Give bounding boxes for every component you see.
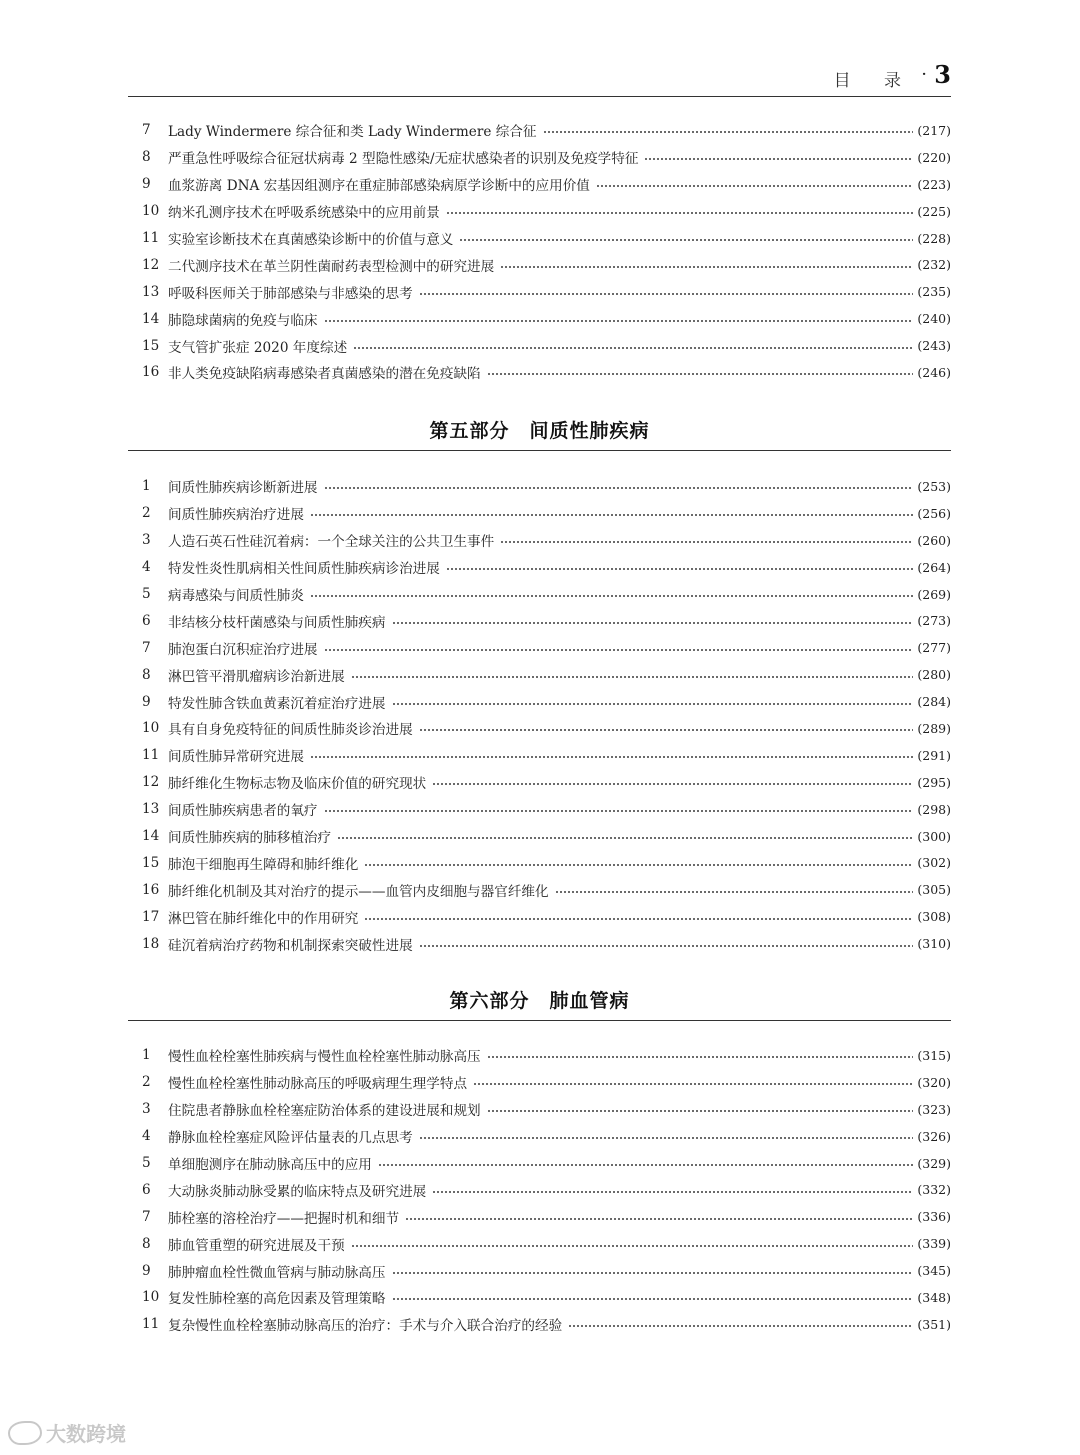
toc-list-continued xyxy=(128,117,951,386)
entry-title: 淋巴管在肺纤维化中的作用研究 xyxy=(168,910,359,927)
entry-page-number: (310) xyxy=(917,936,951,952)
toc-entry[interactable] xyxy=(128,359,951,386)
entry-title: 间质性肺异常研究进展 xyxy=(168,749,304,766)
entry-number: 5 xyxy=(142,1155,151,1171)
entry-number: 15 xyxy=(142,854,160,871)
entry-number: 9 xyxy=(142,693,151,710)
dot-leader xyxy=(351,1245,914,1247)
entry-page-number: (235) xyxy=(917,284,951,300)
entry-title: 肺泡蛋白沉积症治疗进展 xyxy=(168,641,318,658)
toc-entry[interactable] xyxy=(128,500,951,527)
entry-title: 肺肿瘤血栓性微血管病与肺动脉高压 xyxy=(168,1264,386,1281)
entry-page-number: (273) xyxy=(917,613,951,629)
entry-title: 二代测序技术在革兰阴性菌耐药表型检测中的研究进展 xyxy=(168,258,495,275)
entry-number: 13 xyxy=(142,283,160,300)
dot-leader xyxy=(364,918,913,920)
entry-number: 2 xyxy=(142,505,151,522)
dot-leader xyxy=(392,1272,914,1274)
dot-leader xyxy=(324,810,914,812)
entry-number: 7 xyxy=(142,1208,151,1225)
entry-title: Lady Windermere 综合征和类 Lady Windermere 综合征 xyxy=(168,124,537,141)
entry-page-number: (277) xyxy=(917,640,951,656)
entry-page-number: (291) xyxy=(917,747,951,763)
entry-page-number: (336) xyxy=(917,1209,951,1225)
entry-page-number: (332) xyxy=(917,1182,951,1198)
dot-leader xyxy=(473,1083,913,1085)
dot-leader xyxy=(324,649,914,651)
toc-entry[interactable] xyxy=(128,527,951,554)
entry-page-number: (220) xyxy=(917,149,951,165)
entry-number: 10 xyxy=(142,1289,160,1306)
toc-entry[interactable] xyxy=(128,823,951,850)
entry-page-number: (302) xyxy=(917,855,951,871)
entry-page-number: (228) xyxy=(917,230,951,246)
entry-title: 复发性肺栓塞的高危因素及管理策略 xyxy=(168,1291,386,1308)
toc-entry[interactable] xyxy=(128,473,951,500)
entry-page-number: (253) xyxy=(917,478,951,494)
toc-entry[interactable] xyxy=(128,876,951,903)
dot-leader xyxy=(432,1191,913,1193)
entry-page-number: (295) xyxy=(917,774,951,790)
entry-page-number: (284) xyxy=(917,694,951,710)
dot-leader xyxy=(324,487,914,489)
entry-number: 5 xyxy=(142,586,151,602)
entry-number: 8 xyxy=(142,666,151,683)
entry-number: 7 xyxy=(142,639,151,656)
entry-title: 肺泡干细胞再生障碍和肺纤维化 xyxy=(168,856,359,873)
dot-leader xyxy=(487,373,914,375)
toc-entry[interactable] xyxy=(128,1284,951,1311)
toc-entry[interactable] xyxy=(128,1257,951,1284)
entry-number: 12 xyxy=(142,774,160,791)
entry-page-number: (246) xyxy=(917,364,951,380)
toc-entry[interactable] xyxy=(128,1069,951,1096)
dot-leader xyxy=(500,266,913,268)
entry-number: 10 xyxy=(142,720,160,737)
entry-title: 间质性肺疾病诊断新进展 xyxy=(168,480,318,497)
entry-title: 复杂慢性血栓栓塞肺动脉高压的治疗：手术与介入联合治疗的经验 xyxy=(168,1318,563,1335)
toc-entry[interactable] xyxy=(128,1096,951,1123)
entry-number: 7 xyxy=(142,122,151,139)
toc-entry[interactable] xyxy=(128,1042,951,1069)
entry-page-number: (217) xyxy=(917,122,951,138)
entry-page-number: (308) xyxy=(917,909,951,925)
dot-leader xyxy=(568,1325,913,1327)
toc-entry[interactable] xyxy=(128,849,951,876)
dot-leader xyxy=(419,293,914,295)
entry-number: 15 xyxy=(142,337,160,354)
entry-page-number: (243) xyxy=(917,338,951,354)
dot-leader xyxy=(459,239,913,241)
entry-page-number: (305) xyxy=(917,882,951,898)
section-heading-text: 第六部分 肺血管病 xyxy=(449,990,630,1012)
entry-title: 肺纤维化生物标志物及临床价值的研究现状 xyxy=(168,776,427,793)
entry-page-number: (329) xyxy=(917,1155,951,1171)
entry-title: 肺隐球菌病的免疫与临床 xyxy=(168,312,318,329)
entry-page-number: (323) xyxy=(917,1101,951,1117)
entry-number: 8 xyxy=(142,149,151,166)
entry-page-number: (326) xyxy=(917,1128,951,1144)
toc-entry[interactable] xyxy=(128,796,951,823)
dot-leader xyxy=(555,891,914,893)
entry-title: 静脉血栓栓塞症风险评估量表的几点思考 xyxy=(168,1130,413,1147)
toc-entry[interactable] xyxy=(128,769,951,796)
dot-leader xyxy=(446,212,914,214)
section-heading-part-6 xyxy=(128,980,951,1021)
dot-leader xyxy=(392,622,914,624)
entry-page-number: (289) xyxy=(917,720,951,736)
dot-leader xyxy=(392,1298,914,1300)
entry-page-number: (315) xyxy=(917,1047,951,1063)
entry-title: 硅沉着病治疗药物和机制探索突破性进展 xyxy=(168,937,413,954)
entry-number: 9 xyxy=(142,176,151,193)
toc-entry[interactable] xyxy=(128,1203,951,1230)
dot-leader xyxy=(353,347,913,349)
entry-number: 11 xyxy=(142,747,160,764)
dot-leader xyxy=(644,158,913,160)
dot-leader xyxy=(500,541,913,543)
entry-number: 12 xyxy=(142,256,160,273)
toc-entry[interactable] xyxy=(128,278,951,305)
dot-leader xyxy=(419,945,914,947)
entry-title: 间质性肺疾病患者的氧疗 xyxy=(168,803,318,820)
dot-leader xyxy=(392,703,914,705)
entry-title: 淋巴管平滑肌瘤病诊治新进展 xyxy=(168,668,345,685)
dot-leader xyxy=(364,864,913,866)
entry-page-number: (339) xyxy=(917,1236,951,1252)
entry-title: 纳米孔测序技术在呼吸系统感染中的应用前景 xyxy=(168,205,440,222)
toc-entry[interactable] xyxy=(128,305,951,332)
toc-entry[interactable] xyxy=(128,171,951,198)
toc-entry[interactable] xyxy=(128,117,951,144)
header-page-number: 3 xyxy=(934,60,951,89)
header-title: 目 录 xyxy=(833,71,915,91)
entry-title: 大动脉炎肺动脉受累的临床特点及研究进展 xyxy=(168,1183,427,1200)
entry-title: 慢性血栓栓塞性肺疾病与慢性血栓栓塞性肺动脉高压 xyxy=(168,1049,481,1066)
dot-leader xyxy=(543,131,914,133)
entry-title: 人造石英石性硅沉着病：一个全球关注的公共卫生事件 xyxy=(168,534,495,551)
entry-number: 11 xyxy=(142,230,160,246)
toc-entry[interactable] xyxy=(128,688,951,715)
entry-page-number: (298) xyxy=(917,801,951,817)
entry-number: 1 xyxy=(142,478,151,495)
toc-entry[interactable] xyxy=(128,1150,951,1177)
entry-number: 16 xyxy=(142,881,160,898)
entry-number: 18 xyxy=(142,935,160,952)
entry-title: 肺纤维化机制及其对治疗的提示——血管内皮细胞与器官纤维化 xyxy=(168,883,549,900)
entry-page-number: (232) xyxy=(917,257,951,273)
entry-number: 14 xyxy=(142,828,160,845)
entry-number: 16 xyxy=(142,364,160,381)
entry-title: 间质性肺疾病的肺移植治疗 xyxy=(168,830,332,847)
entry-number: 14 xyxy=(142,310,160,327)
entry-page-number: (264) xyxy=(917,559,951,575)
entry-title: 严重急性呼吸综合征冠状病毒 2 型隐性感染/无症状感染者的识别及免疫学特征 xyxy=(168,151,639,168)
toc-entry[interactable] xyxy=(128,554,951,581)
entry-number: 8 xyxy=(142,1235,151,1252)
dot-leader xyxy=(324,320,914,322)
dot-leader xyxy=(378,1164,913,1166)
entry-title: 呼吸科医师关于肺部感染与非感染的思考 xyxy=(168,285,413,302)
entry-title: 实验室诊断技术在真菌感染诊断中的价值与意义 xyxy=(168,232,454,248)
entry-page-number: (223) xyxy=(917,176,951,192)
toc-entry[interactable] xyxy=(128,198,951,225)
watermark-logo-icon xyxy=(8,1421,42,1445)
dot-leader xyxy=(487,1056,914,1058)
toc-entry[interactable] xyxy=(128,742,951,769)
toc-entry[interactable] xyxy=(128,1311,951,1338)
entry-number: 4 xyxy=(142,1128,151,1145)
toc-entry[interactable] xyxy=(128,332,951,359)
dot-leader xyxy=(310,756,913,758)
dot-leader xyxy=(337,837,913,839)
entry-page-number: (345) xyxy=(917,1263,951,1279)
dot-leader xyxy=(419,729,914,731)
dot-leader xyxy=(596,185,913,187)
entry-page-number: (269) xyxy=(917,586,951,602)
dot-leader xyxy=(310,514,913,516)
entry-number: 13 xyxy=(142,801,160,818)
header-separator: · xyxy=(921,64,927,85)
toc-entry[interactable] xyxy=(128,930,951,957)
toc-list-part-6 xyxy=(128,1042,951,1338)
entry-title: 肺栓塞的溶栓治疗——把握时机和细节 xyxy=(168,1210,400,1227)
toc-entry[interactable] xyxy=(128,715,951,742)
watermark xyxy=(8,1418,126,1447)
entry-page-number: (300) xyxy=(917,828,951,844)
entry-number: 9 xyxy=(142,1262,151,1279)
toc-entry[interactable] xyxy=(128,607,951,634)
toc-entry[interactable] xyxy=(128,251,951,278)
entry-title: 住院患者静脉血栓栓塞症防治体系的建设进展和规划 xyxy=(168,1103,481,1120)
toc-entry[interactable] xyxy=(128,1176,951,1203)
entry-title: 特发性肺含铁血黄素沉着症治疗进展 xyxy=(168,695,386,712)
entry-page-number: (225) xyxy=(917,203,951,219)
entry-number: 17 xyxy=(142,908,160,925)
entry-page-number: (256) xyxy=(917,505,951,521)
entry-title: 非人类免疫缺陷病毒感染者真菌感染的潜在免疫缺陷 xyxy=(168,366,481,383)
entry-number: 10 xyxy=(142,203,160,220)
toc-entry[interactable] xyxy=(128,634,951,661)
entry-page-number: (240) xyxy=(917,311,951,327)
entry-number: 4 xyxy=(142,559,151,576)
entry-number: 1 xyxy=(142,1047,151,1064)
dot-leader xyxy=(446,568,914,570)
dot-leader xyxy=(419,1137,914,1139)
entry-page-number: (320) xyxy=(917,1074,951,1090)
dot-leader xyxy=(405,1218,913,1220)
toc-entry[interactable] xyxy=(128,1123,951,1150)
section-heading-text: 第五部分 间质性肺疾病 xyxy=(429,420,650,442)
toc-entry[interactable] xyxy=(128,661,951,688)
entry-title: 慢性血栓栓塞性肺动脉高压的呼吸病理生理学特点 xyxy=(168,1076,468,1093)
dot-leader xyxy=(351,676,914,678)
entry-title: 肺血管重塑的研究进展及干预 xyxy=(168,1237,345,1254)
dot-leader xyxy=(487,1110,914,1112)
entry-page-number: (280) xyxy=(917,667,951,683)
entry-number: 3 xyxy=(142,532,151,549)
entry-title: 具有自身免疫特征的间质性肺炎诊治进展 xyxy=(168,722,413,739)
entry-title: 间质性肺疾病治疗进展 xyxy=(168,507,304,524)
toc-entry[interactable] xyxy=(128,225,951,252)
toc-entry[interactable] xyxy=(128,903,951,930)
entry-number: 6 xyxy=(142,612,151,629)
toc-list-part-5 xyxy=(128,473,951,957)
entry-number: 6 xyxy=(142,1181,151,1198)
dot-leader xyxy=(432,783,913,785)
entry-title: 特发性炎性肌病相关性间质性肺疾病诊治进展 xyxy=(168,561,440,578)
entry-number: 2 xyxy=(142,1074,151,1091)
entry-title: 单细胞测序在肺动脉高压中的应用 xyxy=(168,1157,372,1173)
watermark-text: 大数跨境 xyxy=(46,1422,126,1446)
dot-leader xyxy=(310,595,913,597)
entry-title: 非结核分枝杆菌感染与间质性肺疾病 xyxy=(168,614,386,631)
entry-number: 11 xyxy=(142,1316,160,1333)
entry-page-number: (351) xyxy=(917,1316,951,1332)
entry-page-number: (348) xyxy=(917,1289,951,1305)
entry-number: 3 xyxy=(142,1101,151,1118)
entry-title: 血浆游离 DNA 宏基因组测序在重症肺部感染病原学诊断中的应用价值 xyxy=(168,178,590,195)
entry-title: 支气管扩张症 2020 年度综述 xyxy=(168,339,348,356)
toc-entry[interactable] xyxy=(128,144,951,171)
section-heading-part-5 xyxy=(128,410,951,451)
toc-entry[interactable] xyxy=(128,581,951,608)
entry-page-number: (260) xyxy=(917,532,951,548)
page-header xyxy=(128,62,951,97)
entry-title: 病毒感染与间质性肺炎 xyxy=(168,588,304,604)
toc-entry[interactable] xyxy=(128,1230,951,1257)
